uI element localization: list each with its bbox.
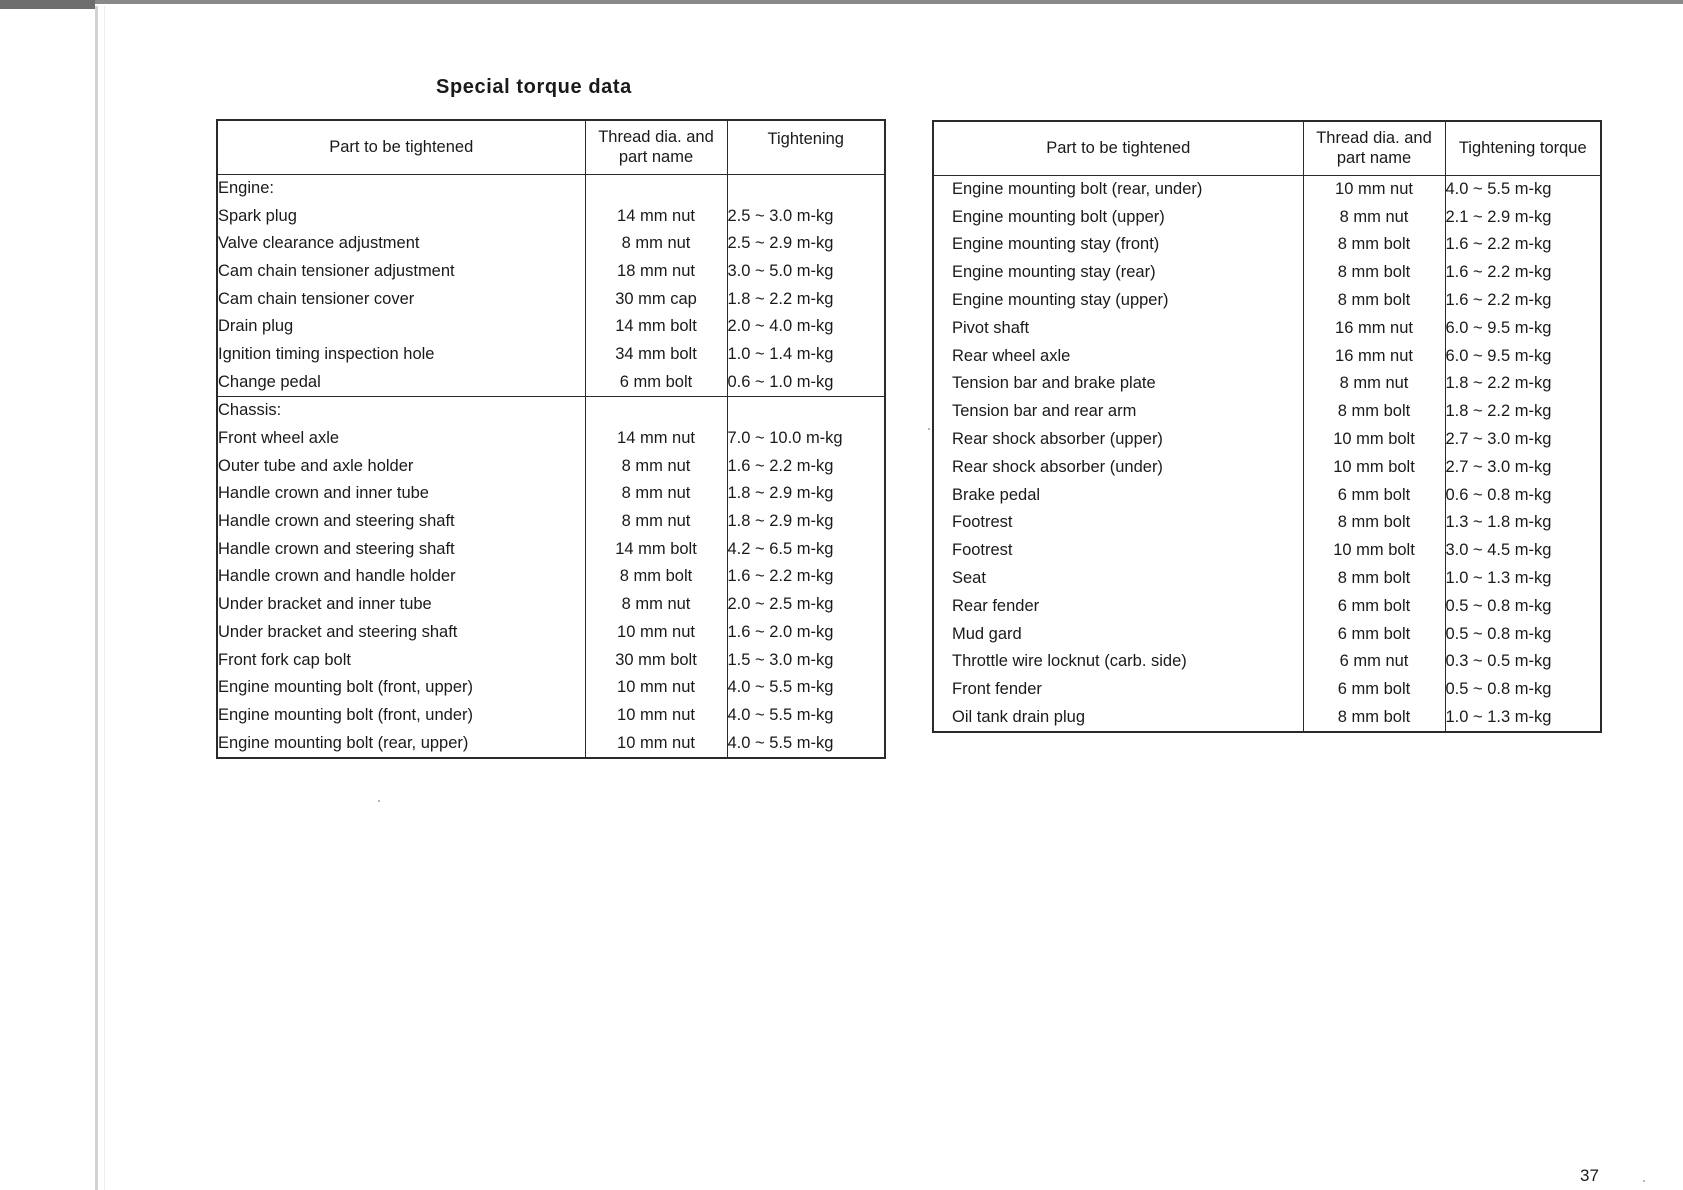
thread-size: 16 mm nut (1303, 314, 1445, 342)
torque-value: 2.0 ~ 2.5 m-kg (727, 595, 834, 614)
part-name: Oil tank drain plug (933, 704, 1303, 733)
part-name: Valve clearance adjustment (217, 230, 585, 258)
thread-size: 10 mm bolt (1303, 426, 1445, 454)
part-name: Engine mounting bolt (front, upper) (217, 674, 585, 702)
thread-size: 8 mm nut (585, 480, 727, 508)
torque-value: 7.0 ~ 10.0 m-kg (727, 429, 843, 448)
group-heading-row (217, 397, 885, 425)
part-name: Handle crown and handle holder (217, 563, 585, 591)
part-name: Brake pedal (933, 481, 1303, 509)
part-name: Handle crown and steering shaft (217, 508, 585, 536)
thread-size: 34 mm bolt (585, 341, 727, 369)
thread-size: 8 mm nut (585, 508, 727, 536)
table-row (933, 398, 1601, 426)
torque-table-right (932, 120, 1602, 733)
top-edge-shadow (0, 0, 95, 9)
thread-size: 8 mm nut (1303, 370, 1445, 398)
table-row (217, 313, 885, 341)
part-name: Engine mounting stay (front) (933, 231, 1303, 259)
header-part: Part to be tightened (933, 121, 1303, 175)
torque-value: 1.8 ~ 2.9 m-kg (727, 484, 834, 503)
torque-table-left-body (217, 174, 885, 758)
table-row (217, 230, 885, 258)
torque-value: 1.6 ~ 2.2 m-kg (727, 456, 834, 475)
table-row (933, 537, 1601, 565)
torque-value: 1.6 ~ 2.2 m-kg (1445, 235, 1552, 254)
table-row (933, 370, 1601, 398)
part-name: Seat (933, 565, 1303, 593)
table-row (217, 619, 885, 647)
torque-value: 4.2 ~ 6.5 m-kg (727, 539, 834, 558)
page-title: Special torque data (436, 76, 632, 98)
thread-size: 8 mm nut (1303, 203, 1445, 231)
thread-size: 6 mm bolt (1303, 676, 1445, 704)
table-row (217, 258, 885, 286)
thread-size: 8 mm bolt (1303, 287, 1445, 315)
thread-size: 30 mm cap (585, 285, 727, 313)
table-row (217, 646, 885, 674)
torque-value: 1.8 ~ 2.2 m-kg (727, 289, 834, 308)
header-thread: Thread dia. and part name (1303, 121, 1445, 175)
table-row (933, 259, 1601, 287)
part-name: Front wheel axle (217, 425, 585, 453)
part-name: Throttle wire locknut (carb. side) (933, 648, 1303, 676)
table-row (933, 592, 1601, 620)
thread-size: 8 mm nut (585, 230, 727, 258)
part-name: Cam chain tensioner cover (217, 285, 585, 313)
top-edge-rule (0, 0, 1683, 4)
part-name: Engine mounting bolt (rear, upper) (217, 729, 585, 758)
thread-size: 10 mm nut (585, 702, 727, 730)
part-name: Pivot shaft (933, 314, 1303, 342)
part-name: Rear fender (933, 592, 1303, 620)
torque-value: 0.3 ~ 0.5 m-kg (1445, 652, 1552, 671)
table-row (217, 285, 885, 313)
torque-value: 1.5 ~ 3.0 m-kg (727, 650, 834, 669)
torque-value: 0.6 ~ 1.0 m-kg (727, 368, 885, 396)
group-heading-row (217, 174, 885, 202)
thread-size: 30 mm bolt (585, 646, 727, 674)
part-name: Under bracket and steering shaft (217, 619, 585, 647)
torque-value: 4.0 ~ 5.5 m-kg (727, 678, 834, 697)
header-part: Part to be tightened (217, 120, 585, 174)
page-spine-highlight (104, 6, 105, 1190)
table-row (217, 425, 885, 453)
part-name: Footrest (933, 537, 1303, 565)
table-row (933, 620, 1601, 648)
torque-value: 1.0 ~ 1.3 m-kg (1445, 569, 1552, 588)
table-row (217, 341, 885, 369)
thread-size: 14 mm nut (585, 425, 727, 453)
part-name: Ignition timing inspection hole (217, 341, 585, 369)
empty-cell (585, 174, 727, 202)
thread-size: 8 mm bolt (1303, 565, 1445, 593)
header-thread: Thread dia. and part name (585, 120, 727, 174)
part-name: Rear shock absorber (upper) (933, 426, 1303, 454)
table-row (217, 702, 885, 730)
thread-size: 14 mm bolt (585, 535, 727, 563)
part-name: Handle crown and inner tube (217, 480, 585, 508)
table-row (933, 648, 1601, 676)
table-row (217, 202, 885, 230)
torque-table-right-body (933, 175, 1601, 732)
empty-cell (727, 397, 885, 425)
thread-size: 18 mm nut (585, 258, 727, 286)
torque-value: 0.5 ~ 0.8 m-kg (1445, 624, 1552, 643)
scan-speck (928, 428, 930, 430)
table-row (933, 426, 1601, 454)
table-row (217, 535, 885, 563)
thread-size: 6 mm bolt (585, 368, 727, 396)
torque-table-left (216, 119, 886, 759)
part-name: Tension bar and rear arm (933, 398, 1303, 426)
torque-value: 1.6 ~ 2.2 m-kg (1445, 291, 1552, 310)
part-name: Mud gard (933, 620, 1303, 648)
thread-size: 10 mm bolt (1303, 537, 1445, 565)
torque-value: 0.6 ~ 0.8 m-kg (1445, 485, 1552, 504)
part-name: Engine mounting stay (rear) (933, 259, 1303, 287)
thread-size: 14 mm bolt (585, 313, 727, 341)
torque-value: 1.0 ~ 1.4 m-kg (727, 344, 834, 363)
scan-speck (1643, 1180, 1645, 1182)
table-row (217, 563, 885, 591)
part-name: Rear shock absorber (under) (933, 453, 1303, 481)
part-name: Engine mounting bolt (rear, under) (933, 175, 1303, 203)
torque-value: 2.5 ~ 3.0 m-kg (727, 206, 834, 225)
table-row (933, 565, 1601, 593)
thread-size: 8 mm nut (585, 591, 727, 619)
thread-size: 10 mm nut (585, 729, 727, 758)
part-name: Footrest (933, 509, 1303, 537)
thread-size: 8 mm bolt (1303, 259, 1445, 287)
thread-size: 6 mm bolt (1303, 620, 1445, 648)
torque-value: 0.5 ~ 0.8 m-kg (1445, 680, 1552, 699)
table-row (933, 314, 1601, 342)
torque-value: 2.5 ~ 2.9 m-kg (727, 234, 834, 253)
torque-value: 1.8 ~ 2.2 m-kg (1445, 374, 1552, 393)
table-row (217, 674, 885, 702)
part-name: Change pedal (217, 368, 585, 396)
torque-value: 1.0 ~ 1.3 m-kg (1445, 708, 1552, 727)
table-row (933, 481, 1601, 509)
torque-value: 2.0 ~ 4.0 m-kg (727, 317, 834, 336)
header-tightening: Tightening torque (1445, 121, 1601, 175)
table-row (217, 368, 885, 396)
table-row (217, 729, 885, 758)
thread-size: 8 mm bolt (1303, 509, 1445, 537)
table-row (933, 203, 1601, 231)
table-row (933, 509, 1601, 537)
torque-value: 1.3 ~ 1.8 m-kg (1445, 513, 1552, 532)
thread-size: 6 mm nut (1303, 648, 1445, 676)
part-name: Engine mounting bolt (front, under) (217, 702, 585, 730)
part-name: Engine mounting bolt (upper) (933, 203, 1303, 231)
group-heading: Chassis: (217, 397, 585, 425)
thread-size: 8 mm bolt (1303, 398, 1445, 426)
thread-size: 8 mm bolt (1303, 231, 1445, 259)
part-name: Under bracket and inner tube (217, 591, 585, 619)
torque-value: 1.6 ~ 2.2 m-kg (727, 567, 834, 586)
part-name: Tension bar and brake plate (933, 370, 1303, 398)
part-name: Spark plug (217, 202, 585, 230)
table-row (217, 591, 885, 619)
thread-size: 10 mm nut (585, 674, 727, 702)
header-tightening: Tightening (727, 120, 885, 174)
empty-cell (727, 174, 885, 202)
thread-size: 8 mm bolt (1303, 704, 1445, 733)
thread-size: 10 mm bolt (1303, 453, 1445, 481)
torque-value: 2.1 ~ 2.9 m-kg (1445, 207, 1552, 226)
part-name: Handle crown and steering shaft (217, 535, 585, 563)
part-name: Front fender (933, 676, 1303, 704)
table-row (933, 287, 1601, 315)
part-name: Drain plug (217, 313, 585, 341)
torque-value: 6.0 ~ 9.5 m-kg (1445, 318, 1552, 337)
torque-value: 1.6 ~ 2.2 m-kg (1445, 263, 1552, 282)
table-row (933, 175, 1601, 203)
thread-size: 14 mm nut (585, 202, 727, 230)
part-name: Front fork cap bolt (217, 646, 585, 674)
table-row (933, 453, 1601, 481)
empty-cell (585, 397, 727, 425)
torque-value: 2.7 ~ 3.0 m-kg (1445, 457, 1552, 476)
torque-value: 6.0 ~ 9.5 m-kg (1445, 346, 1552, 365)
torque-value: 3.0 ~ 4.5 m-kg (1445, 541, 1552, 560)
page-spine (95, 6, 98, 1190)
torque-value: 1.6 ~ 2.0 m-kg (727, 622, 834, 641)
table-row (933, 231, 1601, 259)
torque-value: 0.5 ~ 0.8 m-kg (1445, 596, 1552, 615)
torque-value: 1.8 ~ 2.9 m-kg (727, 512, 834, 531)
thread-size: 10 mm nut (585, 619, 727, 647)
torque-value: 3.0 ~ 5.0 m-kg (727, 261, 834, 280)
torque-value: 1.8 ~ 2.2 m-kg (1445, 402, 1552, 421)
group-heading: Engine: (217, 174, 585, 202)
part-name: Engine mounting stay (upper) (933, 287, 1303, 315)
table-row (217, 508, 885, 536)
scan-speck (378, 800, 380, 802)
part-name: Rear wheel axle (933, 342, 1303, 370)
torque-value: 4.0 ~ 5.5 m-kg (1445, 179, 1552, 198)
page-number: 37 (1580, 1166, 1599, 1185)
table-row (933, 342, 1601, 370)
table-row (933, 704, 1601, 733)
torque-value: 4.0 ~ 5.5 m-kg (727, 705, 834, 724)
thread-size: 6 mm bolt (1303, 481, 1445, 509)
thread-size: 8 mm bolt (585, 563, 727, 591)
table-row (217, 452, 885, 480)
part-name: Cam chain tensioner adjustment (217, 258, 585, 286)
thread-size: 8 mm nut (585, 452, 727, 480)
part-name: Outer tube and axle holder (217, 452, 585, 480)
table-row (217, 480, 885, 508)
thread-size: 6 mm bolt (1303, 592, 1445, 620)
torque-value: 4.0 ~ 5.5 m-kg (727, 729, 885, 758)
thread-size: 10 mm nut (1303, 175, 1445, 203)
torque-value: 2.7 ~ 3.0 m-kg (1445, 430, 1552, 449)
thread-size: 16 mm nut (1303, 342, 1445, 370)
table-row (933, 676, 1601, 704)
